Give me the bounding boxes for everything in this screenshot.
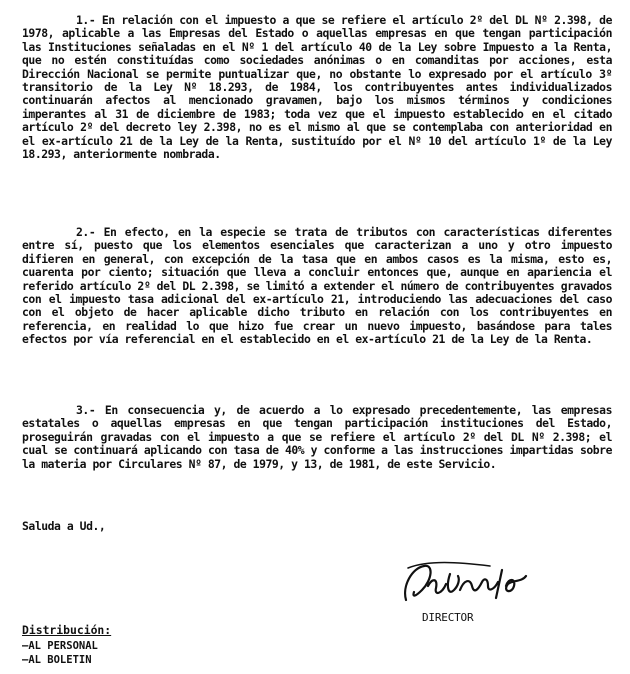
paragraph-3 [22,404,612,471]
signature-title: DIRECTOR [422,611,474,624]
paragraph-1 [22,14,612,161]
paragraph-2 [22,226,612,347]
distribution-item: – AL BOLETIN [22,653,98,667]
distribution-item: – AL PERSONAL [22,639,98,653]
paragraph-3-text: 3.- En consecuencia y, de acuerdo a lo expresado precedentemente, las empresas estatales o aquellas empresas en que tengan participación instituciones del Estado, proseguirán gravadas con el impuesto a que se refiere el artículo 2º del DL Nº 2.398; el cual se continuará aplicando con tasa de 40% y conforme a las instrucciones impartidas sobre la materia por Circulares Nº 87, de 1979, y 13, de 1981, de este Servicio. [22,403,612,471]
closing-salutation: Saluda a Ud., [22,519,106,533]
handwritten-signature [398,556,538,606]
distribution-heading: Distribución: [22,623,112,637]
paragraph-2-text: 2.- En efecto, en la especie se trata de tributos con características diferentes entre sí, puesto que los elementos esenciales que caracterizan a uno y otro impuesto difieren en general, con excepción de la tasa que en ambos casos es la misma, esto es, cuarenta por ciento; situación que lleva a concluir entonces que, aunque en apariencia el referido artículo 2º del DL 2.398, se limitó a extender el número de contribuyentes gravados con el impuesto tasa adicional del ex-artículo 21, introduciendo las adecuaciones del caso con el objeto de hacer aplicable dicho tributo en relación con los contribuyentes en referencia, en realidad lo que hizo fue crear un nuevo impuesto, basándose para tales efectos por vía referencial en el establecido en el ex-artículo 21 de la Ley de la Renta. [22,225,612,347]
paragraph-1-text: 1.- En relación con el impuesto a que se refiere el artículo 2º del DL Nº 2.398, de 1978, aplicable a las Empresas del Estado o aquellas empresas en que tengan participación las Instituciones señaladas en el Nº 1 del artículo 40 de la Ley sobre Impuesto a la Renta, que no estén constituídas como sociedades anónimas o en comanditas por acciones, esta Dirección Nacional se permite puntualizar que, no obstante lo expresado por el artículo 3º transitorio de la Ley Nº 18.293, de 1984, los contribuyentes antes individualizados continuarán afectos al mencionado gravamen, bajo los mismos términos y condiciones imperantes al 31 de diciembre de 1983; toda vez que el impuesto establecido en el citado artículo 2º del decreto ley 2.398, no es el mismo al que se contemplaba con anterioridad en el ex-artículo 21 de la Ley de la Renta, sustituído por el Nº 10 del artículo 1º de la Ley 18.293, anteriormente nombrada. [22,13,612,162]
distribution-list [22,639,98,667]
